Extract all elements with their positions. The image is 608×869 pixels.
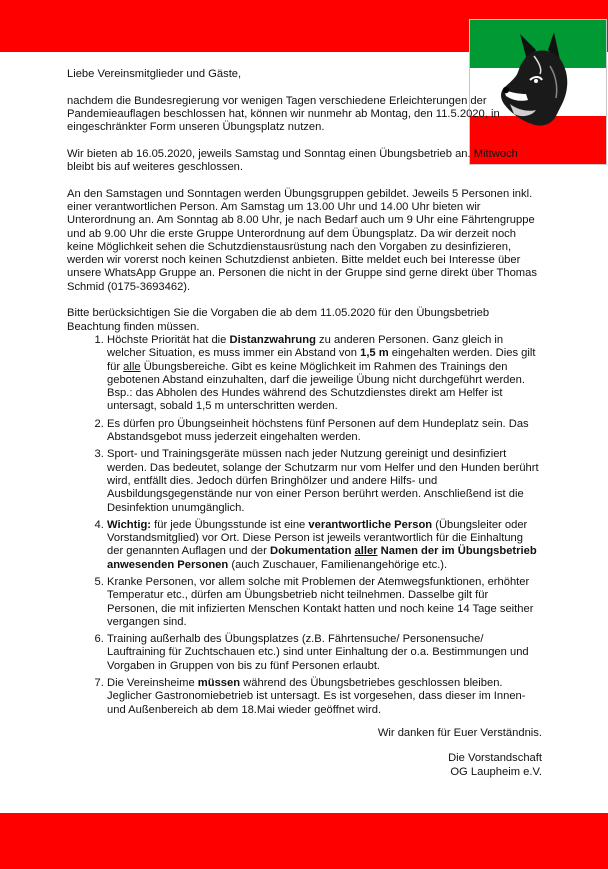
- rule-item: 7. Die Vereinsheime müssen während des Übungsbetriebes geschlossen bleiben. Jeglicher Gastronomiebetrieb ist untersagt. Es ist vorgesehen, dass dieser im Innen- und Außenbereich ab dem 18.Mai wieder geöffnet wird.: [107, 677, 542, 717]
- groups-paragraph: An den Samstagen und Sonntagen werden Übungsgruppen gebildet. Jeweils 5 Personen inkl. einer verantwortlichen Person. Am Samstag um 13.00 Uhr und 14.00 Uhr bieten wir Unterordnung an. Am Sonntag ab 8.00 Uhr, je nach Bedarf auch um 9 Uhr eine Fährtengruppe und ab 9.00 Uhr die erste Gruppe Unterordnung auf dem Übungsplatz. Da wir derzeit noch keine Möglichkeit sehen die Schutzdienstausrüstung nach den Vorgaben zu desinfizieren, werden wir vorerst noch keinen Schutzdienst anbieten. Bitte meldet euch bei Interesse über unsere WhatsApp Gruppe an. Personen die nicht in der Gruppe sind gerne direkt über Thomas Schmid (0175-3693462).: [67, 187, 537, 293]
- schedule-paragraph: Wir bieten ab 16.05.2020, jeweils Samstag und Sonntag einen Übungsbetrieb an. Mittwoch bleibt bis auf weiteres geschlossen.: [67, 147, 518, 174]
- thanks-line: Wir danken für Euer Verständnis.: [377, 726, 542, 739]
- rule-item: 4. Wichtig: für jede Übungsstunde ist eine verantwortliche Person (Übungsleiter oder Vorstandsmitglied) vor Ort. Diese Person ist jeweils verantwortlich für die Einhaltung der genannten Auflagen und der Dokumentation aller Namen der im Übungsbetrieb anwesenden Personen (auch Zuschauer, Familienangehörige etc.).: [107, 519, 542, 572]
- rules-intro: Bitte berücksichtigen Sie die Vorgaben die ab dem 11.05.2020 für den Übungsbetrieb Beachtung finden müssen.: [67, 307, 490, 333]
- rules-list: [67, 334, 542, 717]
- intro-paragraph: nachdem die Bundesregierung vor wenigen Tagen verschiedene Erleichterungen der Pandemieauflagen beschlossen hat, können wir nunmehr ab Montag, den 11.5.2020, in eingeschränkter Form unseren Übungsplatz nutzen.: [67, 94, 500, 134]
- signature-line-1: Die Vorstandschaft: [448, 752, 542, 765]
- rule-item: 5. Kranke Personen, vor allem solche mit Problemen der Atemwegsfunktionen, erhöhter Temperatur etc., dürfen am Übungsbetrieb nicht teilnehmen. Dasselbe gilt für Personen, die mit infizierten Menschen Kontakt hatten und noch keine 14 Tage seither vergangen sind.: [107, 576, 542, 629]
- rule-item: 2. Es dürfen pro Übungseinheit höchstens fünf Personen auf dem Hundeplatz sein. Das Abstandsgebot muss jederzeit eingehalten werden.: [107, 418, 542, 445]
- bottom-red-band: [0, 813, 608, 869]
- rule-item: 1. Höchste Priorität hat die Distanzwahrung zu anderen Personen. Ganz gleich in welcher Situation, es muss immer ein Abstand von 1,5 m eingehalten werden. Dies gilt für alle Übungsbereiche. Gibt es keine Möglichkeit im Rahmen des Trainings den gebotenen Abstand einzuhalten, darf die jeweilige Übung nicht durchgeführt werden. Bsp.: das Abholen des Hundes während des Schutzdienstes direkt am Helfer ist untersagt, sobald 1,5 m unterschritten werden.: [107, 334, 542, 414]
- letter-body: [67, 68, 542, 779]
- signature-line-2: OG Laupheim e.V.: [450, 765, 542, 778]
- rule-item: 6. Training außerhalb des Übungsplatzes (z.B. Fährtensuche/ Personensuche/ Lauftraining für Zuchtschauen etc.) sind unter Einhaltung der o.a. Bestimmungen und Vorgaben in Gruppen von bis zu fünf Personen erlaubt.: [107, 633, 542, 673]
- greeting: Liebe Vereinsmitglieder und Gäste,: [67, 68, 242, 80]
- rule-item: 3. Sport- und Trainingsgeräte müssen nach jeder Nutzung gereinigt und desinfiziert werden. Das bedeutet, solange der Schutzarm nur vom Helfer und den Hunden berührt wird, entfällt dies. Jedoch dürfen Bringhölzer und andere Hilfs- und Ausbildungsgegenstände nur von einer Person berührt werden. Anschließend ist die Desinfektion unumgänglich.: [107, 448, 542, 514]
